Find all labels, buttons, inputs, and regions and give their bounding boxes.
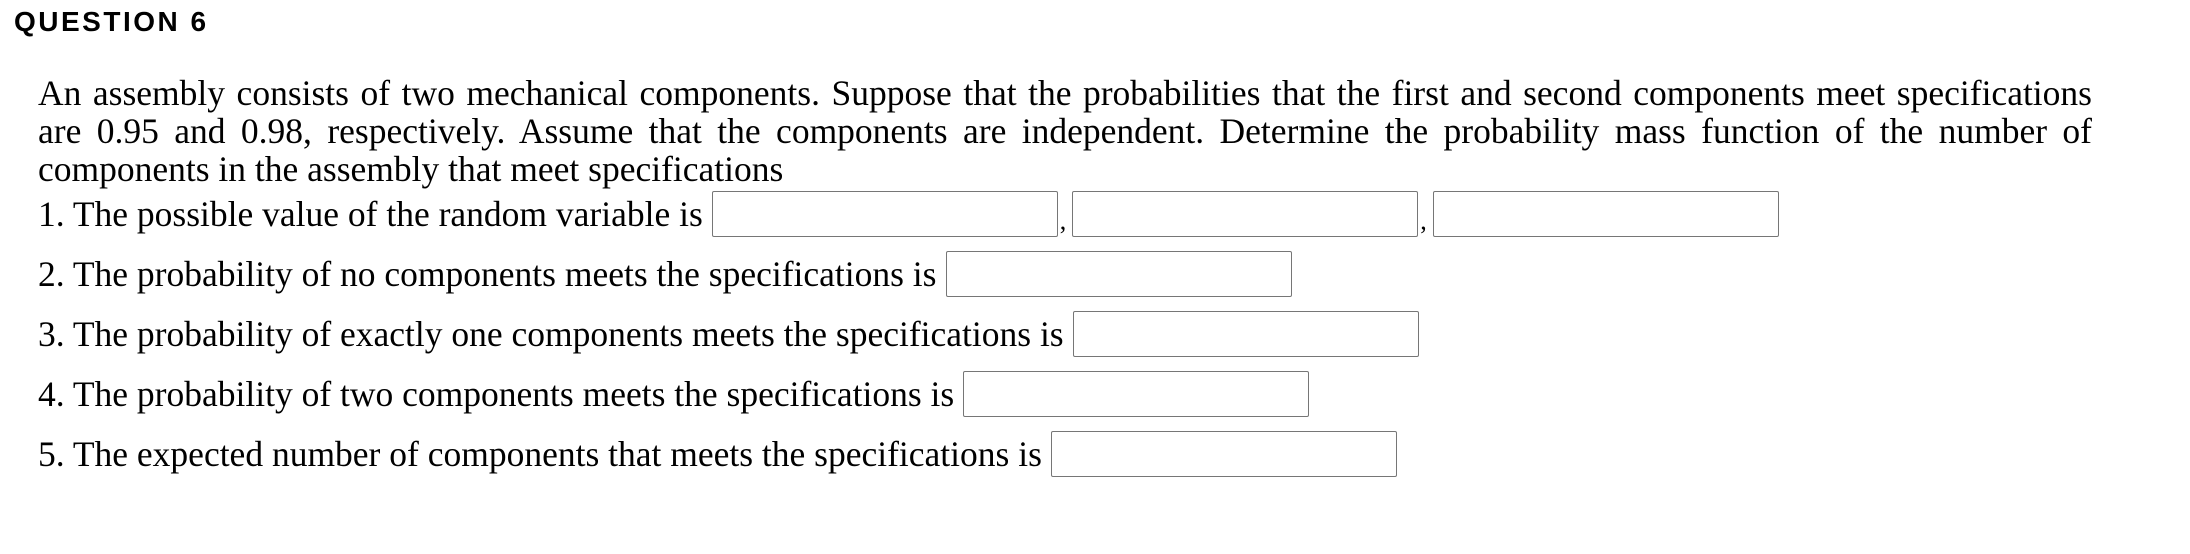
- answer-input-5[interactable]: [1051, 431, 1397, 477]
- part-1-label: 1. The possible value of the random variable is: [38, 194, 703, 234]
- answer-input-3[interactable]: [1073, 311, 1419, 357]
- answer-input-1a[interactable]: [712, 191, 1058, 237]
- part-5: [38, 424, 2092, 484]
- part-3-label: 3. The probability of exactly one components meets the specifications is: [38, 314, 1064, 354]
- answer-input-1c[interactable]: [1433, 191, 1779, 237]
- part-4-label: 4. The probability of two components meets the specifications is: [38, 374, 955, 414]
- question-body: [38, 74, 2092, 484]
- question-text: An assembly consists of two mechanical components. Suppose that the probabilities that the first and second components meet specifications are 0.95 and 0.98, respectively. Assume that the components are independent. Determine the probability mass function of the number of components in the assembly that meet specifications: [38, 73, 2092, 189]
- part-2-label: 2. The probability of no components meets the specifications is: [38, 254, 937, 294]
- part-3: [38, 304, 2092, 364]
- part-2: [38, 244, 2092, 304]
- separator-comma: ,: [1059, 206, 1067, 235]
- separator-comma: ,: [1420, 206, 1427, 235]
- answer-input-2[interactable]: [946, 251, 1292, 297]
- question-header: QUESTION 6: [14, 6, 209, 37]
- part-1: [38, 184, 2092, 244]
- answer-input-4[interactable]: [963, 371, 1309, 417]
- answer-input-1b[interactable]: [1072, 191, 1418, 237]
- part-5-label: 5. The expected number of components that meets the specifications is: [38, 434, 1042, 474]
- part-4: [38, 364, 2092, 424]
